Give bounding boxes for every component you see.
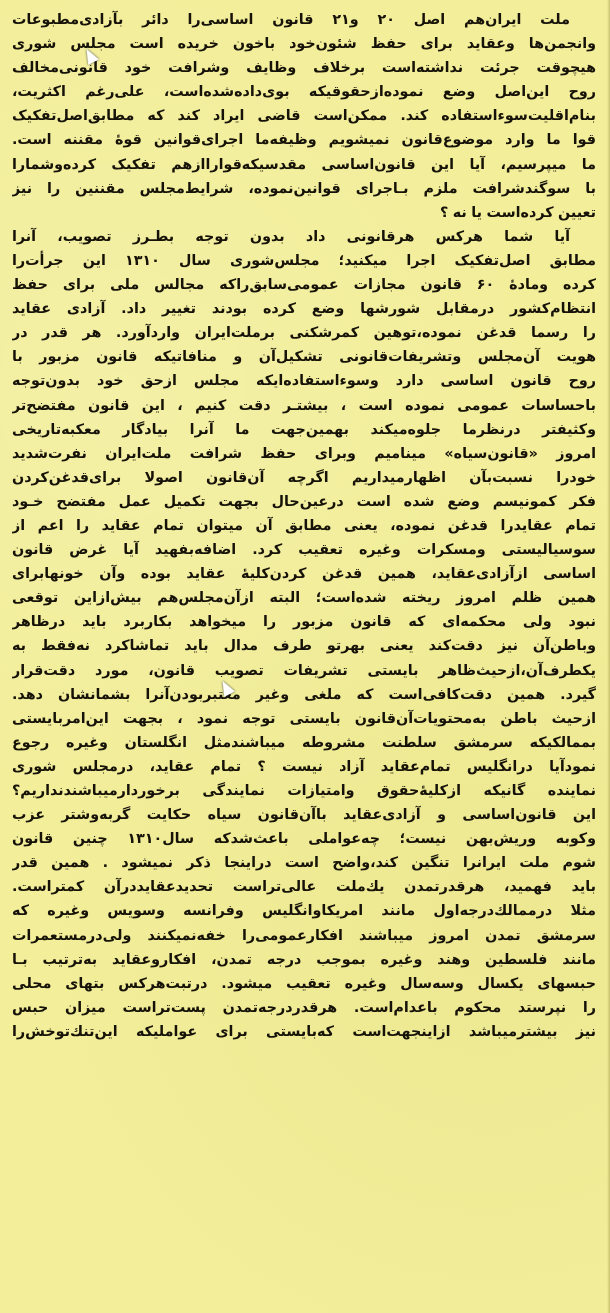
text-line: این قانون‌اساسی و آزادی‌عقاید باآن‌قانون سیاه حکایت گربه‌وشتر عزب bbox=[12, 807, 596, 824]
text-line: بنام‌اقلیت‌سوء‌استفاده کند. ممکن‌است قاضی ایراد کند که مطابق‌اصل‌تفکیک bbox=[12, 108, 596, 125]
text-line: نمودآیا درانگلیس تمام‌عقاید آزاد نیست ؟ تمام عقاید، درمجلس شوری bbox=[12, 758, 596, 775]
text-line: روح قانون اساسی دارد وسوءاستفاده‌ایکه مجلس ازحق خود بدون‌توجه bbox=[12, 373, 596, 390]
text-line: حبسهای یکسال وسه‌سال وغیره تعقیب میشود. درتبت‌هرکس بتهای محلی bbox=[12, 975, 596, 992]
text-line: هویت آن‌مجلس وتشریفات‌قانونی تشکیل‌آن و منافاتیکه قانون مزبور با bbox=[12, 349, 596, 366]
text-line: یکطرف‌آن،ازحیث‌ظاهر بایستی تشریفات تصویب قانون، مورد دقت‌قرار bbox=[12, 662, 596, 679]
text-line: روح این‌اصل وضع نموده‌ازحقوقیکه بوی‌داده‌شده‌است، علی‌رغم اکثریت، bbox=[12, 84, 596, 101]
text-line: آیا شما هرکس هرقانونی داد بدون توجه بطـرز تصویب، آنرا bbox=[12, 228, 570, 245]
text-line: وکوبه وریش‌بهن نیست؛ چه‌عواملی باعث‌شدکه سال‌۱۳۱۰ چنین قانون bbox=[12, 831, 596, 848]
text-line bbox=[12, 1044, 596, 1068]
text-line: مطابق اصل‌تفکیک اجرا میکنید؛ مجلس‌شوری سال ۱۳۱۰ این جرأت‌را bbox=[12, 252, 596, 269]
text-line: قوا ما وارد موضوع‌قانون نمیشویم وظیفه‌ما اجرای‌قوانین قوهٔ مقننه است. bbox=[12, 132, 596, 149]
text-line: خودرا نسبت‌بآن اظهارمیداریم اگرچه آن‌قانون اصولا برای‌قدغن‌کردن bbox=[12, 469, 596, 486]
text-line: مانند فلسطین وهند وغیره بموجب درجه تمدن، افکاروعقاید به‌ترتیب بـا bbox=[12, 951, 596, 968]
text-line: هیچوقت جرئت نداشته‌است برخلاف وظایف وشرافت خود قانونی‌مخالف bbox=[12, 60, 596, 77]
text-line: تعیین کرده‌است یا نه ؟ bbox=[439, 204, 596, 221]
text-line: را نپرستد محکوم باعدام‌است. هرقدردرجه‌تمدن پست‌تراست میزان حبس bbox=[12, 999, 596, 1016]
text-line: وانجمن‌ها وعقاید برای حفظ شئون‌خود باخون خریده است مجلس شوری bbox=[12, 36, 596, 53]
text-line: همین ظلم امروز ریخته شده‌است؛ البته ازآن‌مجلس‌هم بیش‌ازاین توقعی bbox=[12, 590, 596, 607]
text-line: سرمشق تمدن امروز میباشند افکارعمومی‌را خفه‌نمیکنند ولی‌درمستعمرات bbox=[12, 927, 596, 944]
text-line: باید فهمید، هرقدرتمدن یك‌ملت عالی‌تراست تحدیدعقایددرآن کمتراست. bbox=[12, 879, 596, 896]
text-line: تمام عقاید‌را قدغن نموده، یعنی مطابق آن میتوان تمام عقاید را اعم از bbox=[12, 517, 596, 534]
text-line: اساسی ازآزادی‌عقاید، همین قدغن کردن‌کلیهٔ عقاید بوده وآن خونهابرای bbox=[12, 566, 596, 583]
text-line: مثلا درممالك‌درجه‌اول مانند امریکاوانگلیس وفرانسه وسویس وغیره که bbox=[12, 903, 596, 920]
text-line: وباطن‌آن نیز دقت‌کند یعنی بهرتو طرف مدال باید تماشاکرد نه‌فقط به bbox=[12, 638, 596, 655]
text-line: انتظام‌کشور درمقابل شورشها وضع کرده بودند تغییر داد. آزادی عقاید bbox=[12, 301, 596, 318]
text-line: کرده ومادهٔ ۶۰ قانون مجازات عمومی‌سابق‌راکه مجالس ملی برای حفظ bbox=[12, 277, 596, 294]
text-line: نماینده گانیکه ازکلیهٔ‌حقوق وامتیازات نمایندگی برخوردارمیباشندنداریم؟ bbox=[12, 783, 596, 799]
text-line: گیرد. همین دقت‌کافی‌است که ملغی وغیر معتبربودن‌آنرا بشمانشان دهد. bbox=[12, 686, 596, 703]
text-line: با سوگندشرافت ملزم بـاجرای قوانین‌نموده، شرایط‌مجلس مقننین را نیز bbox=[12, 180, 596, 197]
text-line: فکر کمونیسم وضع شده است درعین‌حال بجهت تکمیل عمل مفتضح خـود bbox=[12, 493, 596, 510]
text-line: شوم ملت ایرانرا تنگین کند،واضح است دراینجا ذکر نمیشود . همین قدر bbox=[12, 855, 596, 872]
text-line: وکثیفتر درنظرما جلوه‌میکند بهمین‌جهت ما آنرا بیادگار معکبه‌تاریخی bbox=[12, 421, 596, 438]
text-line: بممالکیکه سرمشق سلطنت مشروطه میباشند‌مثل انگلستان وغیره رجوع bbox=[12, 734, 596, 751]
article-body bbox=[12, 8, 596, 1068]
text-line: ملت ایران‌هم اصل ۲۰ و۲۱ قانون اساسی‌را دائر بآزادی‌مطبوعات bbox=[12, 12, 570, 28]
text-line: امروز «قانون‌سیاه» مینامیم وبرای حفظ شرافت ملت‌ایران نفرت‌شدید bbox=[12, 445, 596, 462]
text-line: نبود ولی محکمه‌ای که قانون مزبور را میخواهد بکاربرد باید درظاهر bbox=[12, 614, 596, 631]
text-line: ما میپرسیم، آیا این قانون‌اساسی مقدسیکه‌قوا‌راازهم تفکیک کرده‌وشمارا bbox=[12, 156, 596, 173]
text-line: نیز بیشترمیباشد ازاینجهت‌است که‌بایستی برای عواملیکه این‌تنك‌توخش‌را bbox=[12, 1023, 596, 1040]
text-line: ازحیث باطن به‌محتویات‌آن‌قانون بایستی توجه نمود ، بجهت این‌امربایستی bbox=[12, 710, 596, 727]
text-line: سوسیالیستی ومسکرات وغیره تعقیب کرد. اضافه‌بفهید آیا غرض قانون bbox=[12, 542, 596, 559]
text-line: باحساسات عمومی نموده است ، بیشتـر دقت کنیم ، این قانون مفتضح‌تر bbox=[12, 397, 596, 414]
text-line: را رسما قدغن نموده،توهین کمرشکنی برملت‌ایران واردآورد. هر قدر در bbox=[12, 325, 596, 342]
